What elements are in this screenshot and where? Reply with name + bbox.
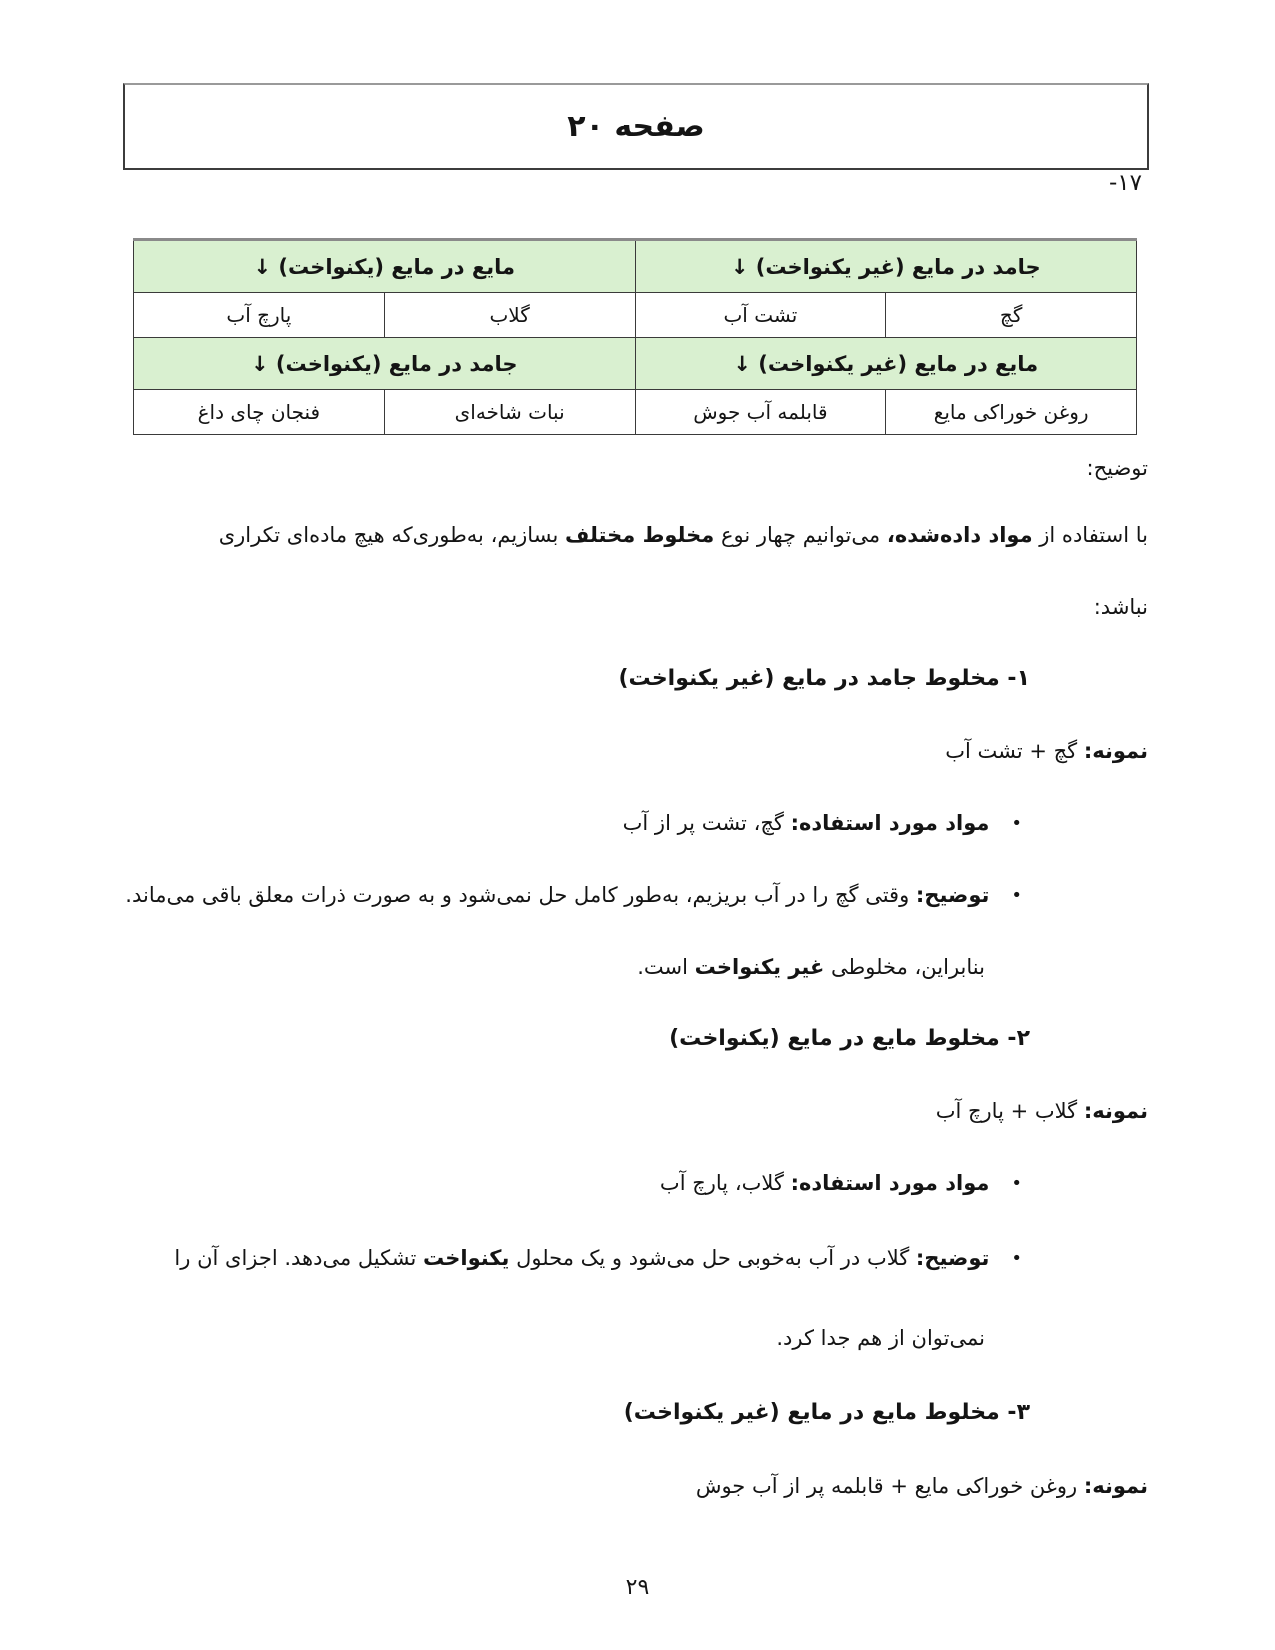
- page-number: ۲۹: [625, 1575, 650, 1600]
- table-cell-ghablame: قابلمه آب جوش: [635, 390, 886, 435]
- table-cell-golab: گلاب: [384, 293, 635, 338]
- bullet-icon: •: [1011, 1248, 1022, 1269]
- bullet-icon: •: [1011, 813, 1022, 834]
- bullet-text: توضیح: وقتی گچ را در آب بریزیم، به‌طور کامل حل نمی‌شود و به صورت ذرات معلق باقی می‌ماند.: [125, 883, 990, 907]
- bullet-icon: •: [1011, 1173, 1022, 1194]
- header-cell-liquid-in-liquid-uniform: مایع در مایع (یکنواخت) ↓: [134, 240, 636, 293]
- table-cell-fenjan: فنجان چای داغ: [134, 390, 385, 435]
- bullet-explanation-1: [60, 877, 1148, 913]
- header-cell-solid-in-liquid-uniform: جامد در مایع (یکنواخت) ↓: [134, 338, 636, 390]
- bullet-materials-1: [60, 805, 1148, 841]
- text-line-explanation-2-cont: نمی‌توان از هم جدا کرد.: [776, 1326, 985, 1350]
- table-cell-roghan: روغن خوراکی مایع: [886, 390, 1137, 435]
- bullet-icon: •: [1011, 885, 1022, 906]
- heading-mixture-3: ۳- مخلوط مایع در مایع (غیر یکنواخت): [623, 1400, 1030, 1425]
- table-header-row-1: [134, 240, 1137, 293]
- text-line-explanation-label: توضیح:: [1086, 456, 1148, 480]
- text-line-example-2: نمونه: گلاب + پارچ آب: [935, 1099, 1148, 1123]
- bullet-text: توضیح: گلاب در آب به‌خوبی حل می‌شود و یک محلول یکنواخت تشکیل می‌دهد. اجزای آن را: [174, 1246, 990, 1270]
- table-data-row-2: [134, 390, 1137, 435]
- header-cell-solid-in-liquid-nonuniform: جامد در مایع (غیر یکنواخت) ↓: [635, 240, 1137, 293]
- text-line-explanation-1-cont: بنابراین، مخلوطی غیر یکنواخت است.: [637, 955, 985, 979]
- title-box: [123, 83, 1149, 170]
- table-header-row-2: [134, 338, 1137, 390]
- text-line-example-3: نمونه: روغن خوراکی مایع + قابلمه پر از آب جوش: [695, 1474, 1148, 1498]
- heading-mixture-2: ۲- مخلوط مایع در مایع (یکنواخت): [669, 1026, 1030, 1051]
- heading-mixture-1: ۱- مخلوط جامد در مایع (غیر یکنواخت): [618, 666, 1030, 691]
- bullet-explanation-2: [60, 1240, 1148, 1276]
- bullet-materials-2: [60, 1165, 1148, 1201]
- bullet-text: مواد مورد استفاده: گلاب، پارچ آب: [659, 1171, 990, 1195]
- table-cell-parch-ab: پارچ آب: [134, 293, 385, 338]
- text-line-example-1: نمونه: گچ + تشت آب: [945, 739, 1148, 763]
- text-line-intro-cont: نباشد:: [1093, 595, 1148, 619]
- page-title: صفحه ۲۰: [567, 109, 705, 144]
- mixtures-table: [133, 238, 1137, 435]
- table-cell-nabat: نبات شاخه‌ای: [384, 390, 635, 435]
- table-cell-tasht-ab: تشت آب: [635, 293, 886, 338]
- question-number: -۱۷: [1108, 170, 1142, 196]
- text-line-intro: با استفاده از مواد داده‌شده، می‌توانیم چهار نوع مخلوط مختلف بسازیم، به‌طوری‌که هیچ ماده‌ای تکراری: [218, 523, 1148, 547]
- table-data-row-1: [134, 293, 1137, 338]
- bullet-text: مواد مورد استفاده: گچ، تشت پر از آب: [622, 811, 990, 835]
- header-cell-liquid-in-liquid-nonuniform: مایع در مایع (غیر یکنواخت) ↓: [635, 338, 1137, 390]
- table-cell-gach: گچ: [886, 293, 1137, 338]
